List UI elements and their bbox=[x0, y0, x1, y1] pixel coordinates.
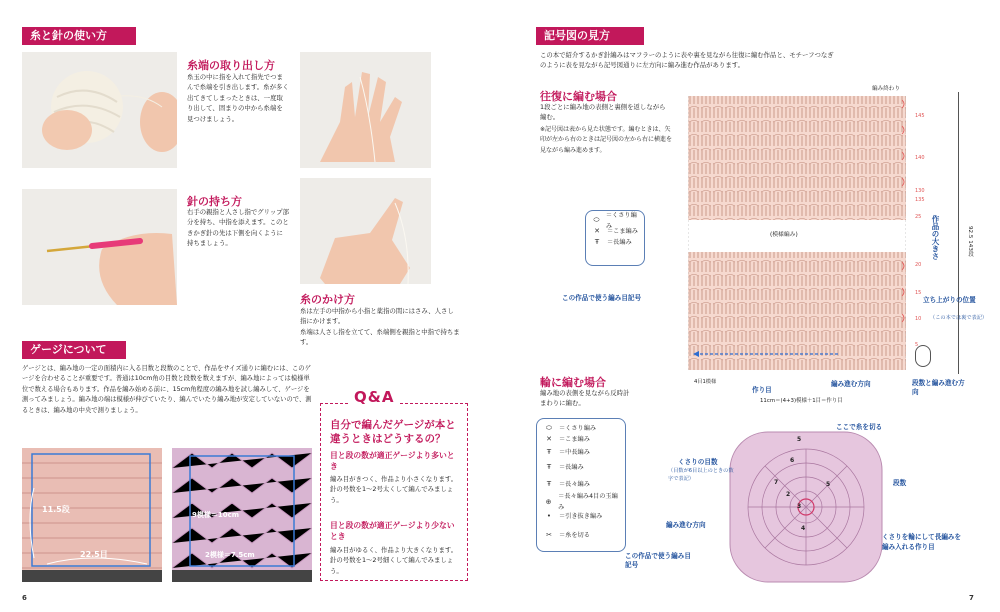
page-number-right: 7 bbox=[969, 594, 974, 602]
motif-number: 4 bbox=[801, 525, 806, 532]
legend-label: ＝長々編み bbox=[559, 480, 590, 488]
double-crochet-icon: Ŧ bbox=[594, 238, 600, 246]
legend-row bbox=[590, 211, 640, 230]
section-title-text: 糸と針の使い方 bbox=[30, 29, 107, 42]
kake-body-2: 糸端は人さし指を立てて、糸端側を親指と中指で持ちます。 bbox=[300, 328, 460, 347]
photo-1-stitches-label: 22.5目 bbox=[80, 550, 108, 559]
legend-label: ＝こま編み bbox=[607, 228, 638, 235]
single-crochet-icon: ✕ bbox=[546, 435, 552, 443]
row-number: 20 bbox=[915, 262, 922, 268]
legend-label: ＝くさり編み bbox=[605, 211, 637, 230]
legend-row bbox=[542, 530, 620, 541]
ito-body: 糸玉の中に指を入れて指先でつまんで糸端を引き出します。糸が多く出てきてしまったときは、一度取り出して、固まりの中から糸端を見つけましょう。 bbox=[187, 73, 289, 123]
photo-gauge-1 bbox=[22, 448, 162, 582]
motif-number: 7 bbox=[774, 479, 779, 486]
gauge-body: ゲージとは、編み地の一定の面積内に入る目数と段数のことで、作品をサイズ通りに編むには、このゲージを合わせることが重要です。普通は10cm角の目数と段数を数えますが、編み地によっては模様単位で数える場合もあります。作品を編み始める前に、15cm角程度の編み地を試し編みして、ゲージを測ってみましょう。編み地の端は模様が伸びていたり、編んでいたり編み地が安定していないので、測るときは、編み地の中央で測りましょう。 bbox=[22, 365, 312, 414]
legend-label: ＝こま編み bbox=[559, 436, 590, 443]
size-dim-line bbox=[958, 92, 959, 374]
legend-row bbox=[542, 459, 620, 475]
section-title-ito-hari bbox=[22, 27, 136, 45]
kake-heading: 糸のかけ方 bbox=[300, 293, 355, 306]
photo-hand-yarn bbox=[300, 52, 431, 168]
photo-2-stitches-label: 2模様＝7.5cm bbox=[205, 551, 255, 559]
row-number: 5 bbox=[915, 342, 919, 348]
section-title-text: ゲージについて bbox=[30, 343, 107, 356]
legend-2-caption: この作品で使う編み目記号 bbox=[625, 552, 691, 569]
legend-label: ＝長編み bbox=[607, 239, 632, 246]
tachiagari-note: （この本では裏で表記） bbox=[930, 315, 988, 321]
chain-count-note: （目数が6目以上のときの数字で表記） bbox=[668, 468, 734, 482]
qa-question: 自分で編んだゲージが本と違うときはどうするの？ bbox=[330, 419, 456, 445]
legend-label: ＝長々編み4目の玉編み bbox=[558, 493, 618, 511]
legend-row bbox=[542, 445, 620, 459]
legend-label: ＝長編み bbox=[559, 463, 584, 471]
chart-end-label: 編み終わり bbox=[872, 86, 900, 92]
bobble-stitch-icon: ⊕ bbox=[545, 497, 552, 506]
single-crochet-icon: ✕ bbox=[594, 227, 600, 235]
kake-body-1: 糸は左手の中指から小指と薬指の間にはさみ、人さし指にかけます。 bbox=[300, 307, 454, 326]
legend-row bbox=[590, 226, 640, 237]
tachiagari-label: 立ち上がりの位置 bbox=[923, 296, 976, 304]
qa-case1-body: 編み目がきつく、作品より小さくなります。針の号数を1〜2号太くして編んでみましょう。 bbox=[330, 475, 458, 504]
section-title-text: 記号図の見方 bbox=[544, 29, 610, 42]
intro-text: この本で紹介するかぎ針編みはマフラーのように表や裏を見ながら往復に編む作品と、モチーフつなぎのように表を見ながら記号図通りに左方向に編み進む作品があります。 bbox=[540, 51, 834, 70]
wa-heading: 輪に編む場合 bbox=[540, 376, 606, 389]
rows-label: 段数 bbox=[893, 479, 907, 487]
row-number: 25 bbox=[915, 214, 922, 220]
motif-number: 5 bbox=[826, 481, 831, 488]
slip-stitch-icon: • bbox=[546, 512, 552, 520]
row-number: 10 bbox=[915, 316, 922, 322]
rows-direction-label: 段数と編み進む方向 bbox=[912, 379, 965, 396]
photo-yarn-ball bbox=[22, 52, 177, 168]
direction-label: 編み進む方向 bbox=[831, 380, 871, 388]
hari-body: 右手の親指と人さし指でグリップ部分を持ち、中指を添えます。このときかぎ針の先は下側を向くように持ちましょう。 bbox=[187, 208, 289, 248]
half-double-crochet-icon: Ŧ bbox=[546, 447, 552, 456]
oufuku-body-1: 1段ごとに編み地の表側と裏側を返しながら編む。 bbox=[540, 103, 666, 122]
qa-case2-head: 目と段の数が適正ゲージより少ないとき bbox=[330, 521, 455, 541]
chart-size-value: 92.5 143段 bbox=[967, 226, 973, 257]
motif-number: 6 bbox=[790, 457, 795, 464]
page-number-left: 6 bbox=[22, 594, 27, 602]
row-number: 15 bbox=[915, 290, 922, 296]
chain-symbol-icon: ⬭ bbox=[593, 216, 600, 224]
legend-row bbox=[590, 237, 640, 248]
oufuku-body-2: ※記号図は表から見た状態です。編むときは、矢印が左から右のときは記号図の左から右に横進を見ながら編み進めます。 bbox=[540, 126, 673, 154]
direction-label-2: 編み進む方向 bbox=[666, 521, 706, 529]
hari-heading: 針の持ち方 bbox=[187, 195, 242, 208]
chart-pattern-unit: 4目1模様 bbox=[694, 379, 717, 385]
legend-row bbox=[542, 434, 620, 445]
photo-1-rows-label: 11.5段 bbox=[42, 505, 70, 514]
legend-row bbox=[542, 423, 620, 434]
legend-row bbox=[542, 493, 620, 511]
ito-heading: 糸端の取り出し方 bbox=[187, 59, 275, 72]
oufuku-heading: 往復に編む場合 bbox=[540, 90, 617, 103]
legend-label: ＝中長編み bbox=[559, 448, 590, 456]
double-crochet-icon: Ŧ bbox=[546, 462, 552, 471]
direction-marker bbox=[915, 345, 931, 367]
motif-number: 2 bbox=[786, 491, 791, 498]
chart-size-label: 作品の大きさ bbox=[931, 215, 940, 260]
tsukurime-label: 作り目 bbox=[752, 386, 772, 394]
photo-hook-hold bbox=[22, 189, 177, 305]
chain-count-label: くさりの目数 bbox=[678, 458, 718, 466]
legend-label: ＝引き抜き編み bbox=[559, 513, 603, 520]
motif-chart bbox=[726, 428, 886, 586]
section-title-gauge bbox=[22, 341, 126, 359]
legend-label: ＝糸を切る bbox=[559, 532, 590, 539]
section-title-kigou bbox=[536, 27, 644, 45]
legend-1-caption: この作品で使う編み目記号 bbox=[562, 294, 642, 302]
treble-crochet-icon: Ŧ bbox=[546, 479, 552, 488]
cut-yarn-icon: ✂ bbox=[546, 531, 552, 539]
row-number: 130 bbox=[915, 188, 925, 194]
photo-2-rows-label: 9模様＝10cm bbox=[192, 511, 240, 519]
legend-box-2 bbox=[536, 418, 626, 552]
chart-pattern-label: (模様編み) bbox=[770, 232, 798, 238]
motif-number: 5 bbox=[797, 436, 802, 443]
ring-start-label: くさりを輪にして長編みを編み入れる作り目 bbox=[882, 533, 962, 551]
legend-label: ＝くさり編み bbox=[559, 425, 597, 432]
row-number: 135 bbox=[915, 197, 925, 203]
legend-box-1 bbox=[585, 210, 645, 266]
wa-body: 編み地の表側を見ながら反時計まわりに編む。 bbox=[540, 389, 630, 408]
qa-case2-body: 編み目がゆるく、作品より大きくなります。針の号数を1〜2号細くして編んでみましょう。 bbox=[330, 546, 458, 575]
photo-yarn-finger bbox=[300, 178, 431, 284]
qa-badge: Q&A bbox=[350, 388, 398, 406]
row-numbers bbox=[915, 95, 925, 221]
chart-width-label: 11cm＝(4+3)模様＋1目＝作り目 bbox=[760, 398, 843, 404]
chain-symbol-icon: ⬭ bbox=[546, 424, 552, 432]
motif-number: 3 bbox=[797, 503, 802, 510]
row-number: 140 bbox=[915, 155, 925, 161]
qa-case1-head: 目と段の数が適正ゲージより多いとき bbox=[330, 451, 455, 471]
cut-here-label: ここで糸を切る bbox=[836, 423, 883, 431]
row-number: 145 bbox=[915, 113, 925, 119]
